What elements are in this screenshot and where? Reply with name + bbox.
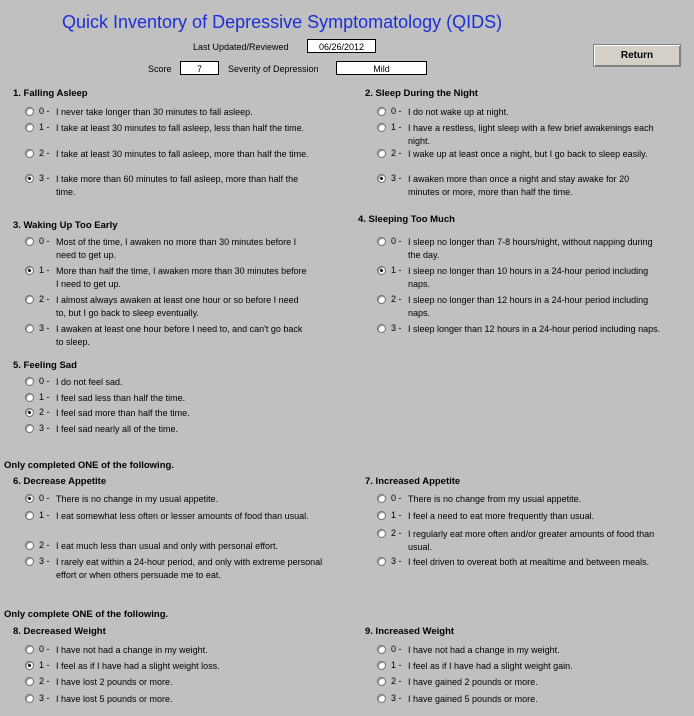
radio-button[interactable] xyxy=(25,107,34,116)
option-number: 2 - xyxy=(391,148,402,158)
return-button[interactable]: Return xyxy=(593,44,681,67)
option-number: 3 - xyxy=(39,693,50,703)
radio-button[interactable] xyxy=(377,237,386,246)
radio-button[interactable] xyxy=(25,149,34,158)
option-text: I have lost 2 pounds or more. xyxy=(56,677,173,687)
option-text: I have a restless, light sleep with a few brief awakenings each night. xyxy=(408,123,654,146)
q2-title: 2. Sleep During the Night xyxy=(365,88,478,99)
option-number: 3 - xyxy=(391,556,402,566)
option-text: I have not had a change in my weight. xyxy=(56,645,208,655)
radio-button[interactable] xyxy=(25,377,34,386)
option-text: More than half the time, I awaken more than 30 minutes before I need to get up. xyxy=(56,266,307,289)
option-number: 1 - xyxy=(39,510,50,520)
radio-button[interactable] xyxy=(25,645,34,654)
section-appetite-instruction: Only completed ONE of the following. xyxy=(4,460,174,471)
option-number: 0 - xyxy=(39,236,50,246)
option-text: There is no change in my usual appetite. xyxy=(56,494,219,504)
section-weight-instruction: Only complete ONE of the following. xyxy=(4,609,169,620)
option-text: I eat somewhat less often or lesser amounts of food than usual. xyxy=(56,511,309,521)
option-text: I have gained 2 pounds or more. xyxy=(408,677,538,687)
radio-button[interactable] xyxy=(25,677,34,686)
radio-button[interactable] xyxy=(25,541,34,550)
radio-button[interactable] xyxy=(377,661,386,670)
last-updated-label: Last Updated/Reviewed xyxy=(193,42,289,52)
radio-button[interactable] xyxy=(377,511,386,520)
option-number: 2 - xyxy=(391,528,402,538)
option-text: I do not feel sad. xyxy=(56,377,123,387)
option-number: 3 - xyxy=(39,173,50,183)
option-number: 2 - xyxy=(39,148,50,158)
radio-button[interactable] xyxy=(25,408,34,417)
q5-title: 5. Feeling Sad xyxy=(13,360,77,371)
q3-title: 3. Waking Up Too Early xyxy=(13,220,118,231)
radio-button[interactable] xyxy=(377,174,386,183)
option-text: I have gained 5 pounds or more. xyxy=(408,694,538,704)
radio-button[interactable] xyxy=(25,494,34,503)
q7-title: 7. Increased Appetite xyxy=(365,476,461,487)
option-number: 0 - xyxy=(391,106,402,116)
q6-title: 6. Decrease Appetite xyxy=(13,476,107,487)
option-text: There is no change from my usual appetite. xyxy=(408,494,582,504)
option-text: I take more than 60 minutes to fall asleep, more than half the time. xyxy=(56,174,299,197)
radio-button[interactable] xyxy=(377,149,386,158)
q4-title: 4. Sleeping Too Much xyxy=(358,214,455,225)
radio-button[interactable] xyxy=(25,174,34,183)
option-text: I feel sad less than half the time. xyxy=(56,393,186,403)
radio-button[interactable] xyxy=(377,645,386,654)
option-number: 3 - xyxy=(39,323,50,333)
severity-field[interactable]: Mild xyxy=(336,61,427,75)
radio-button[interactable] xyxy=(25,324,34,333)
option-number: 2 - xyxy=(391,294,402,304)
radio-button[interactable] xyxy=(377,694,386,703)
option-number: 3 - xyxy=(39,556,50,566)
q8-title: 8. Decreased Weight xyxy=(13,626,106,637)
option-text: I take at least 30 minutes to fall asleep, more than half the time. xyxy=(56,149,309,159)
option-number: 3 - xyxy=(391,693,402,703)
option-text: I take at least 30 minutes to fall asleep, less than half the time. xyxy=(56,123,305,133)
option-number: 2 - xyxy=(39,407,50,417)
option-text: I feel as if I have had a slight weight loss. xyxy=(56,661,220,671)
score-label: Score xyxy=(148,64,172,74)
option-text: I sleep longer than 12 hours in a 24-hour period including naps. xyxy=(408,324,661,334)
option-number: 2 - xyxy=(39,294,50,304)
radio-button[interactable] xyxy=(25,424,34,433)
radio-button[interactable] xyxy=(377,529,386,538)
option-text: I awaken more than once a night and stay awake for 20 minutes or more, more than half the time. xyxy=(408,174,630,197)
option-text: I do not wake up at night. xyxy=(408,107,509,117)
option-number: 3 - xyxy=(39,423,50,433)
option-number: 0 - xyxy=(391,493,402,503)
radio-button[interactable] xyxy=(377,107,386,116)
option-text: I awaken at least one hour before I need to, and can't go back to sleep. xyxy=(56,324,303,347)
radio-button[interactable] xyxy=(377,324,386,333)
radio-button[interactable] xyxy=(25,557,34,566)
option-text: I feel a need to eat more frequently than usual. xyxy=(408,511,595,521)
option-number: 2 - xyxy=(39,676,50,686)
option-text: I feel sad more than half the time. xyxy=(56,408,190,418)
option-number: 0 - xyxy=(39,644,50,654)
radio-button[interactable] xyxy=(25,123,34,132)
option-text: I feel driven to overeat both at mealtime and between meals. xyxy=(408,557,650,567)
option-number: 1 - xyxy=(391,660,402,670)
option-text: I have not had a change in my weight. xyxy=(408,645,560,655)
option-number: 1 - xyxy=(391,122,402,132)
option-text: I sleep no longer than 12 hours in a 24-hour period including naps. xyxy=(408,295,649,318)
option-text: I sleep no longer than 7-8 hours/night, without napping during the day. xyxy=(408,237,653,260)
radio-button[interactable] xyxy=(377,123,386,132)
score-field[interactable]: 7 xyxy=(180,61,219,75)
option-number: 3 - xyxy=(391,323,402,333)
option-text: I sleep no longer than 10 hours in a 24-hour period including naps. xyxy=(408,266,649,289)
option-text: I feel sad nearly all of the time. xyxy=(56,424,179,434)
option-number: 3 - xyxy=(391,173,402,183)
option-number: 1 - xyxy=(39,392,50,402)
option-text: I rarely eat within a 24-hour period, and only with extreme personal effort or when others persuade me to eat. xyxy=(56,557,323,580)
q9-title: 9. Increased Weight xyxy=(365,626,455,637)
radio-button[interactable] xyxy=(377,677,386,686)
option-text: I eat much less than usual and only with personal effort. xyxy=(56,541,278,551)
radio-button[interactable] xyxy=(25,511,34,520)
option-number: 1 - xyxy=(39,265,50,275)
option-text: I have lost 5 pounds or more. xyxy=(56,694,173,704)
radio-button[interactable] xyxy=(25,266,34,275)
q1-title: 1. Falling Asleep xyxy=(13,88,88,99)
option-text: I never take longer than 30 minutes to fall asleep. xyxy=(56,107,253,117)
option-text: Most of the time, I awaken no more than 30 minutes before I need to get up. xyxy=(56,237,297,260)
radio-button[interactable] xyxy=(377,295,386,304)
option-number: 0 - xyxy=(391,644,402,654)
option-number: 1 - xyxy=(39,660,50,670)
severity-label: Severity of Depression xyxy=(228,64,319,74)
option-number: 0 - xyxy=(39,376,50,386)
radio-button[interactable] xyxy=(25,295,34,304)
radio-button[interactable] xyxy=(25,694,34,703)
option-text: I almost always awaken at least one hour or so before I need to, but I go back to sleep eventually. xyxy=(56,295,299,318)
option-number: 1 - xyxy=(391,265,402,275)
option-text: I feel as if I have had a slight weight gain. xyxy=(408,661,573,671)
option-text: I regularly eat more often and/or greater amounts of food than usual. xyxy=(408,529,655,552)
option-number: 1 - xyxy=(391,510,402,520)
option-text: I wake up at least once a night, but I go back to sleep easily. xyxy=(408,149,648,159)
radio-button[interactable] xyxy=(377,266,386,275)
radio-button[interactable] xyxy=(25,393,34,402)
page-title: Quick Inventory of Depressive Symptomatology (QIDS) xyxy=(62,12,503,32)
option-number: 0 - xyxy=(39,106,50,116)
radio-button[interactable] xyxy=(25,237,34,246)
option-number: 2 - xyxy=(39,540,50,550)
radio-button[interactable] xyxy=(377,494,386,503)
option-number: 0 - xyxy=(39,493,50,503)
radio-button[interactable] xyxy=(25,661,34,670)
option-number: 2 - xyxy=(391,676,402,686)
radio-button[interactable] xyxy=(377,557,386,566)
option-number: 1 - xyxy=(39,122,50,132)
last-updated-field[interactable]: 06/26/2012 xyxy=(307,39,376,53)
option-number: 0 - xyxy=(391,236,402,246)
